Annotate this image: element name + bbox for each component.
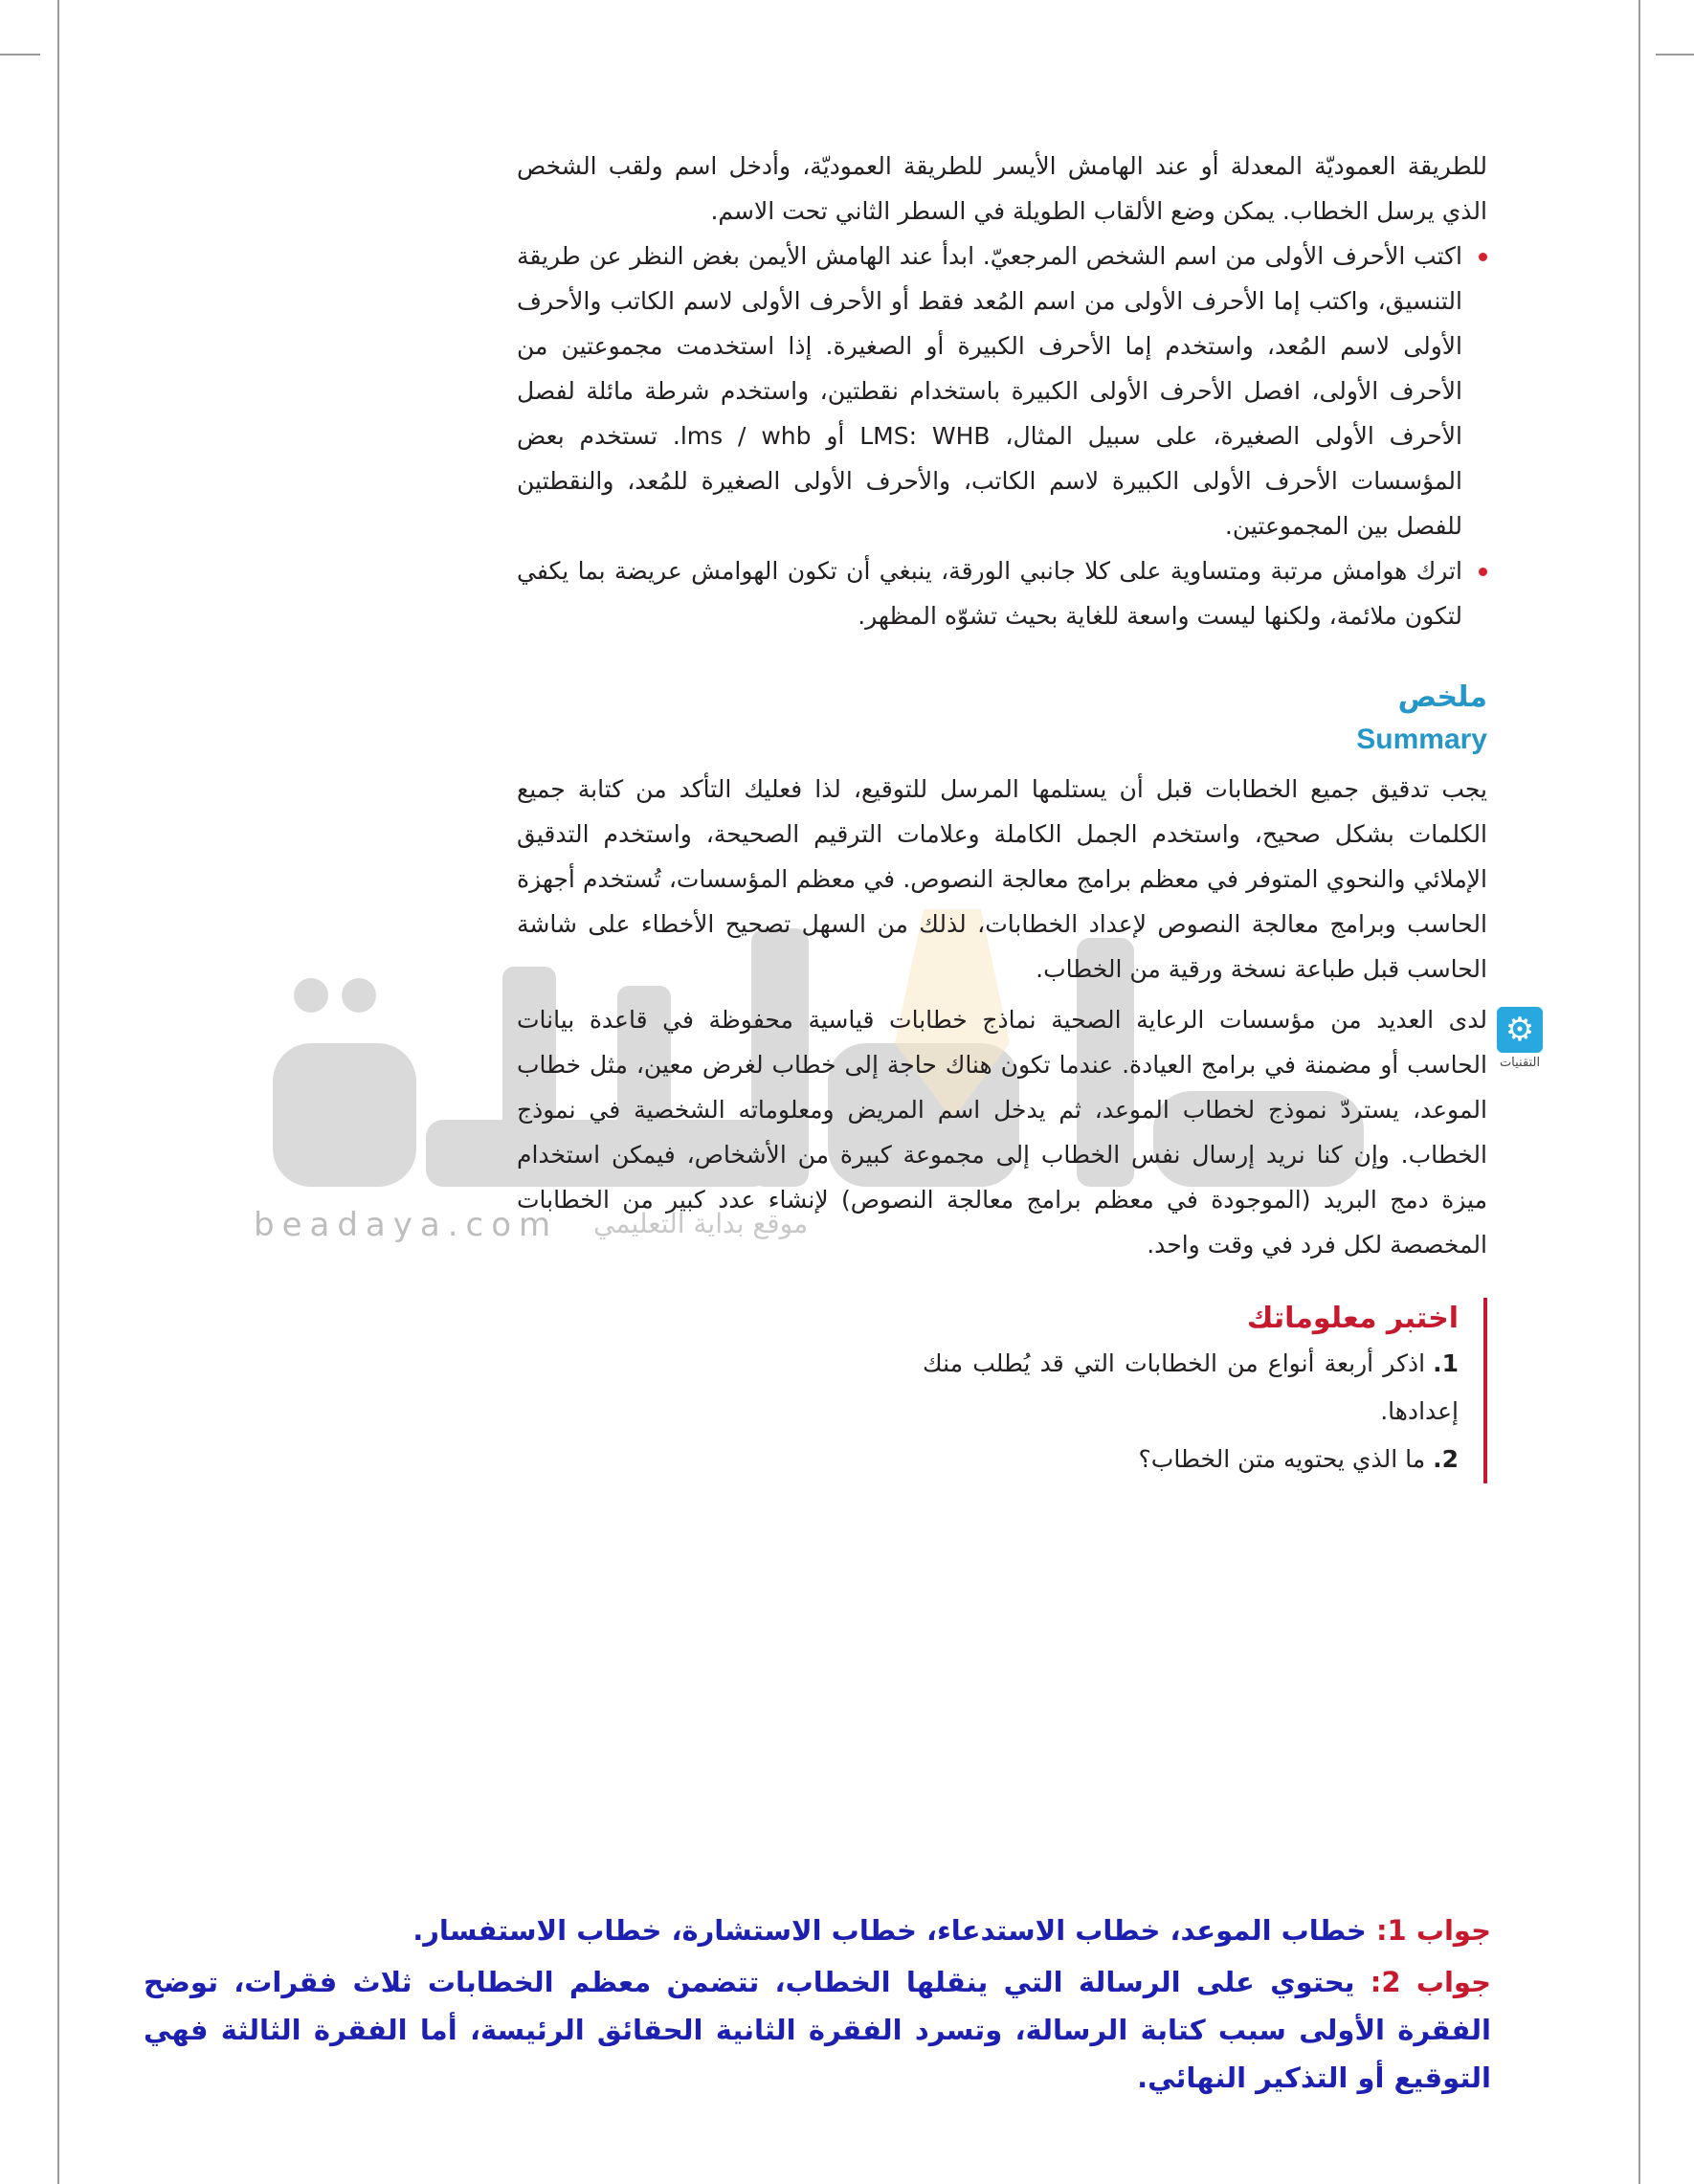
answer-text: خطاب الموعد، خطاب الاستدعاء، خطاب الاستشارة، خطاب الاستفسار. bbox=[412, 1914, 1367, 1947]
quiz-item-text: اذكر أربعة أنواع من الخطابات التي قد يُطلب منك إعدادها. bbox=[923, 1349, 1459, 1425]
page-content bbox=[517, 144, 1541, 1483]
bullet-dot bbox=[1479, 253, 1487, 261]
bullet-text: اكتب الأحرف الأولى من اسم الشخص المرجعيّ. ابدأ عند الهامش الأيمن بغض النظر عن طريقة التنسيق، واكتب إما الأحرف الأولى من اسم المُعد فقط أو الأحرف الأولى لاسم الكاتب والأحرف الأولى لاسم المُعد، واستخدم إما الأحرف الكبيرة أو الصغيرة. إذا استخدمت مجموعتين من الأحرف الأولى، افصل الأحرف الأولى الكبيرة باستخدام نقطتين، واستخدم شرطة مائلة لفصل الأحرف الأولى الصغيرة، على سبيل المثال، LMS: WHB أو lms / whb. تستخدم بعض المؤسسات الأحرف الأولى الكبيرة لاسم الكاتب، والأحرف الأولى الصغيرة للمُعد، والنقطتين للفصل بين المجموعتين. bbox=[517, 242, 1463, 540]
technology-caption: التقنيات bbox=[1499, 1056, 1541, 1070]
bullet-item-margins bbox=[517, 548, 1487, 638]
bullet-item-initials bbox=[517, 234, 1487, 548]
answer-item bbox=[144, 1906, 1491, 1954]
watermark-subtitle: موقع بداية التعليمي bbox=[593, 1208, 809, 1239]
technology-note bbox=[517, 997, 1541, 1267]
bullet-text: اترك هوامش مرتبة ومتساوية على كلا جانبي الورقة، ينبغي أن تكون الهوامش عريضة بما يكفي لتكون ملائمة، ولكنها ليست واسعة للغاية بحيث تشوّه المظهر. bbox=[517, 557, 1462, 630]
watermark-url: beadaya.com bbox=[254, 1206, 559, 1244]
paragraph-continued: للطريقة العموديّة المعدلة أو عند الهامش الأيسر للطريقة العموديّة، وأدخل اسم ولقب الشخص الذي يرسل الخطاب. يمكن وضع الألقاب الطويلة في السطر الثاني تحت الاسم. bbox=[517, 152, 1487, 225]
answer-label: جواب 2: bbox=[1370, 1966, 1491, 1998]
quiz-box bbox=[923, 1298, 1487, 1483]
bullet-dot bbox=[1479, 568, 1487, 576]
answers-block bbox=[144, 1906, 1491, 2106]
quiz-item bbox=[923, 1436, 1459, 1483]
answer-item bbox=[144, 1958, 1491, 2102]
summary-title-arabic: ملخص bbox=[1397, 680, 1487, 714]
answer-label: جواب 1: bbox=[1375, 1914, 1491, 1947]
quiz-item-text: ما الذي يحتويه متن الخطاب؟ bbox=[1138, 1445, 1426, 1473]
right-margin-line bbox=[1638, 0, 1640, 2184]
quiz-item-number: 2. bbox=[1433, 1445, 1459, 1473]
technology-text: لدى العديد من مؤسسات الرعاية الصحية نماذج خطابات قياسية محفوظة في قاعدة بيانات الحاسب أو مضمنة في برامج العيادة. عندما تكون هناك حاجة إلى خطاب لغرض معين، مثل خطاب الموعد، يستردّ نموذج لخطاب الموعد، ثم يدخل اسم المريض ومعلوماته الشخصية في نموذج الخطاب. وإن كنا نريد إرسال نفس الخطاب إلى مجموعة كبيرة من الأشخاص، فيمكن استخدام ميزة دمج البريد (الموجودة في معظم برامج معالجة النصوص) لإنشاء عدد كبير من الخطابات المخصصة لكل فرد في وقت واحد. bbox=[517, 1006, 1487, 1259]
quiz-title: اختبر معلوماتك bbox=[1246, 1302, 1459, 1335]
quiz-item bbox=[923, 1340, 1459, 1436]
answer-text: يحتوي على الرسالة التي ينقلها الخطاب، تتضمن معظم الخطابات ثلاث فقرات، توضح الفقرة الأولى سبب كتابة الرسالة، وتسرد الفقرة الثانية الحقائق الرئيسة، أما الفقرة الثالثة فهي التوقيع أو التذكير النهائي. bbox=[144, 1966, 1491, 2094]
summary-text: يجب تدقيق جميع الخطابات قبل أن يستلمها المرسل للتوقيع، لذا فعليك التأكد من كتابة جميع الكلمات بشكل صحيح، واستخدم الجمل الكاملة وعلامات الترقيم الصحيحة، واستخدم التدقيق الإملائي والنحوي المتوفر في معظم برامج معالجة النصوص. في معظم المؤسسات، تُستخدم أجهزة الحاسب وبرامج معالجة النصوص لإعداد الخطابات، لذلك من السهل تصحيح الأخطاء على شاشة الحاسب قبل طباعة نسخة ورقية من الخطاب. bbox=[517, 775, 1487, 983]
left-margin-line bbox=[57, 0, 59, 2184]
crop-mark-top-right bbox=[1656, 54, 1694, 56]
gears-icon: ⚙ bbox=[1497, 1007, 1543, 1053]
crop-mark-top-left bbox=[0, 54, 40, 56]
summary-title-english: Summary bbox=[1356, 724, 1487, 755]
technology-badge bbox=[1493, 1007, 1547, 1072]
quiz-item-number: 1. bbox=[1433, 1349, 1459, 1377]
